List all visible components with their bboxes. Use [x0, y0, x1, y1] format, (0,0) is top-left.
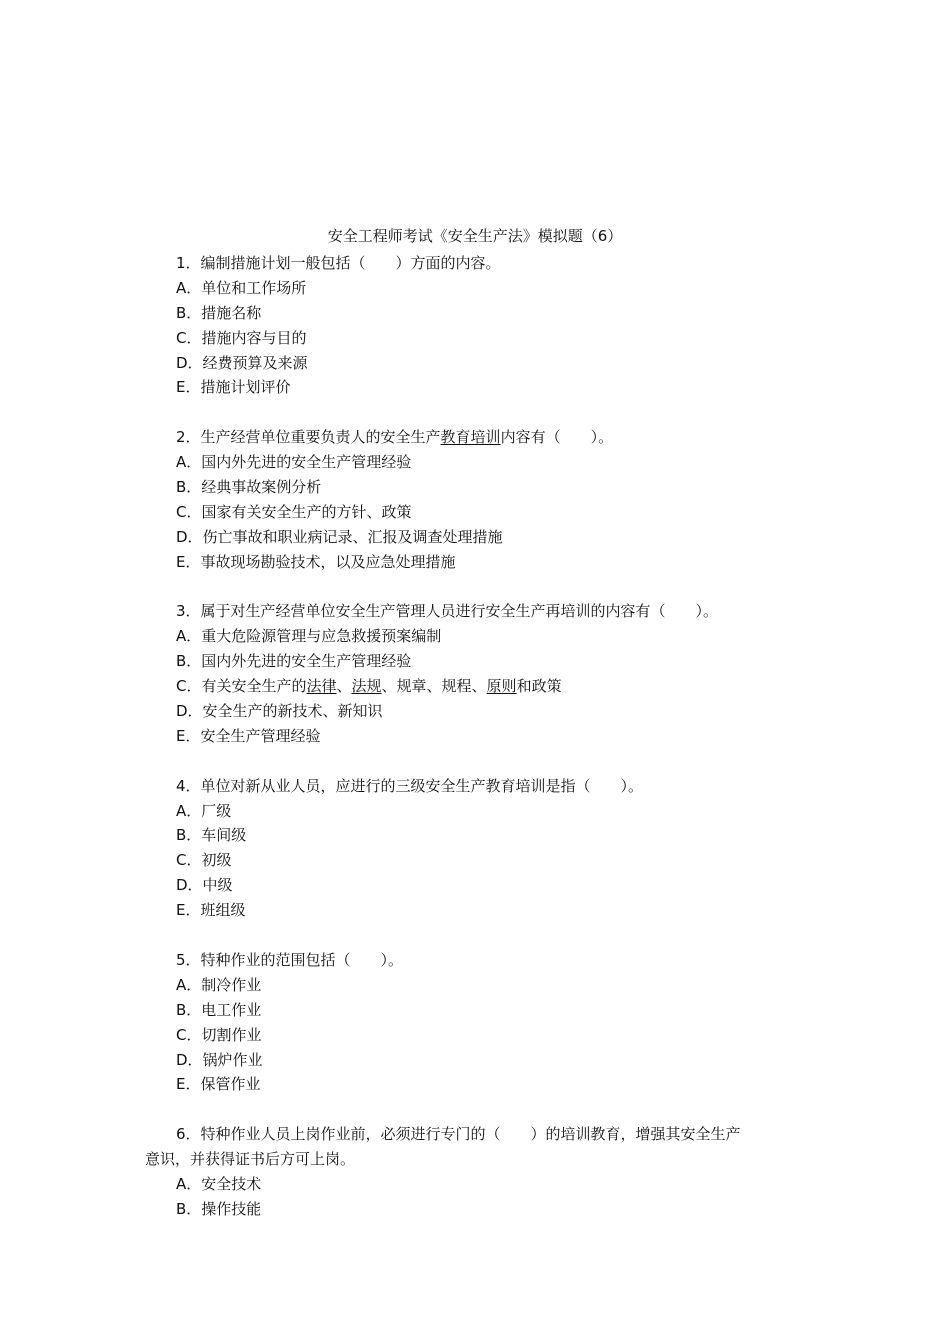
- option-a: A．单位和工作场所: [176, 278, 307, 297]
- option-b: B．措施名称: [176, 303, 262, 322]
- option-e: E．安全生产管理经验: [176, 726, 321, 745]
- question-3: [0, 599, 950, 748]
- option-b: B．操作技能: [176, 1199, 262, 1218]
- option-e: E．事故现场勘验技术，以及应急处理措施: [176, 552, 456, 571]
- option-e: E．措施计划评价: [176, 378, 291, 397]
- question-1: [0, 251, 950, 400]
- document-title: 安全工程师考试《安全生产法》模拟题（6）: [327, 227, 623, 245]
- option-c: [0, 674, 950, 699]
- question-6: [0, 1122, 950, 1222]
- option-d: D．锅炉作业: [176, 1050, 263, 1069]
- option-a: A．安全技术: [176, 1174, 262, 1193]
- option-b: B．国内外先进的安全生产管理经验: [176, 652, 412, 671]
- question-stem: 5．特种作业的范围包括（ ）。: [176, 950, 404, 969]
- question-4: [0, 774, 950, 923]
- option-c: C．国家有关安全生产的方针、政策: [176, 502, 412, 521]
- option-d: D．经费预算及来源: [176, 353, 308, 372]
- option-c: C．措施内容与目的: [176, 328, 307, 347]
- option-b: B．经典事故案例分析: [176, 478, 322, 497]
- option-text: 和政策: [516, 677, 562, 696]
- hyperlink-principle[interactable]: 原则: [486, 677, 517, 696]
- option-a: A．重大危险源管理与应急救援预案编制: [176, 627, 442, 646]
- stem-line-1: 6．特种作业人员上岗作业前，必须进行专门的（ ）的培训教育，增强其安全生产: [176, 1125, 741, 1144]
- stem-line-2: 意识，并获得证书后方可上岗。: [145, 1150, 356, 1169]
- option-a: A．国内外先进的安全生产管理经验: [176, 453, 412, 472]
- question-5: [0, 948, 950, 1097]
- option-d: D．安全生产的新技术、新知识: [176, 702, 383, 721]
- question-list: [0, 251, 950, 1247]
- option-b: B．车间级: [176, 826, 247, 845]
- question-stem: 1．编制措施计划一般包括（ ）方面的内容。: [176, 254, 501, 272]
- option-text: C．有关安全生产的: [176, 677, 307, 696]
- option-a: A．厂级: [176, 801, 232, 820]
- option-e: E．保管作业: [176, 1075, 261, 1094]
- option-d: D．伤亡事故和职业病记录、汇报及调查处理措施: [176, 527, 503, 546]
- hyperlink-regulation[interactable]: 法规: [351, 677, 382, 696]
- question-stem: [0, 425, 950, 450]
- option-c: C．切割作业: [176, 1025, 262, 1044]
- hyperlink-law[interactable]: 法律: [306, 677, 337, 696]
- stem-text: 2．生产经营单位重要负责人的安全生产: [176, 428, 441, 447]
- question-stem: 3．属于对生产经营单位安全生产管理人员进行安全生产再培训的内容有（ ）。: [176, 602, 719, 621]
- option-text: 、规章、规程、: [381, 677, 487, 696]
- question-stem: [0, 1122, 950, 1172]
- question-2: [0, 425, 950, 574]
- option-a: A．制冷作业: [176, 975, 262, 994]
- hyperlink-education-training[interactable]: 教育培训: [440, 428, 501, 447]
- option-d: D．中级: [176, 876, 233, 895]
- option-b: B．电工作业: [176, 1000, 262, 1019]
- option-c: C．初级: [176, 851, 232, 870]
- option-text: 、: [336, 677, 352, 696]
- stem-text: 内容有（ ）。: [500, 428, 614, 447]
- question-stem: 4．单位对新从业人员，应进行的三级安全生产教育培训是指（ ）。: [176, 776, 644, 795]
- option-e: E．班组级: [176, 901, 246, 920]
